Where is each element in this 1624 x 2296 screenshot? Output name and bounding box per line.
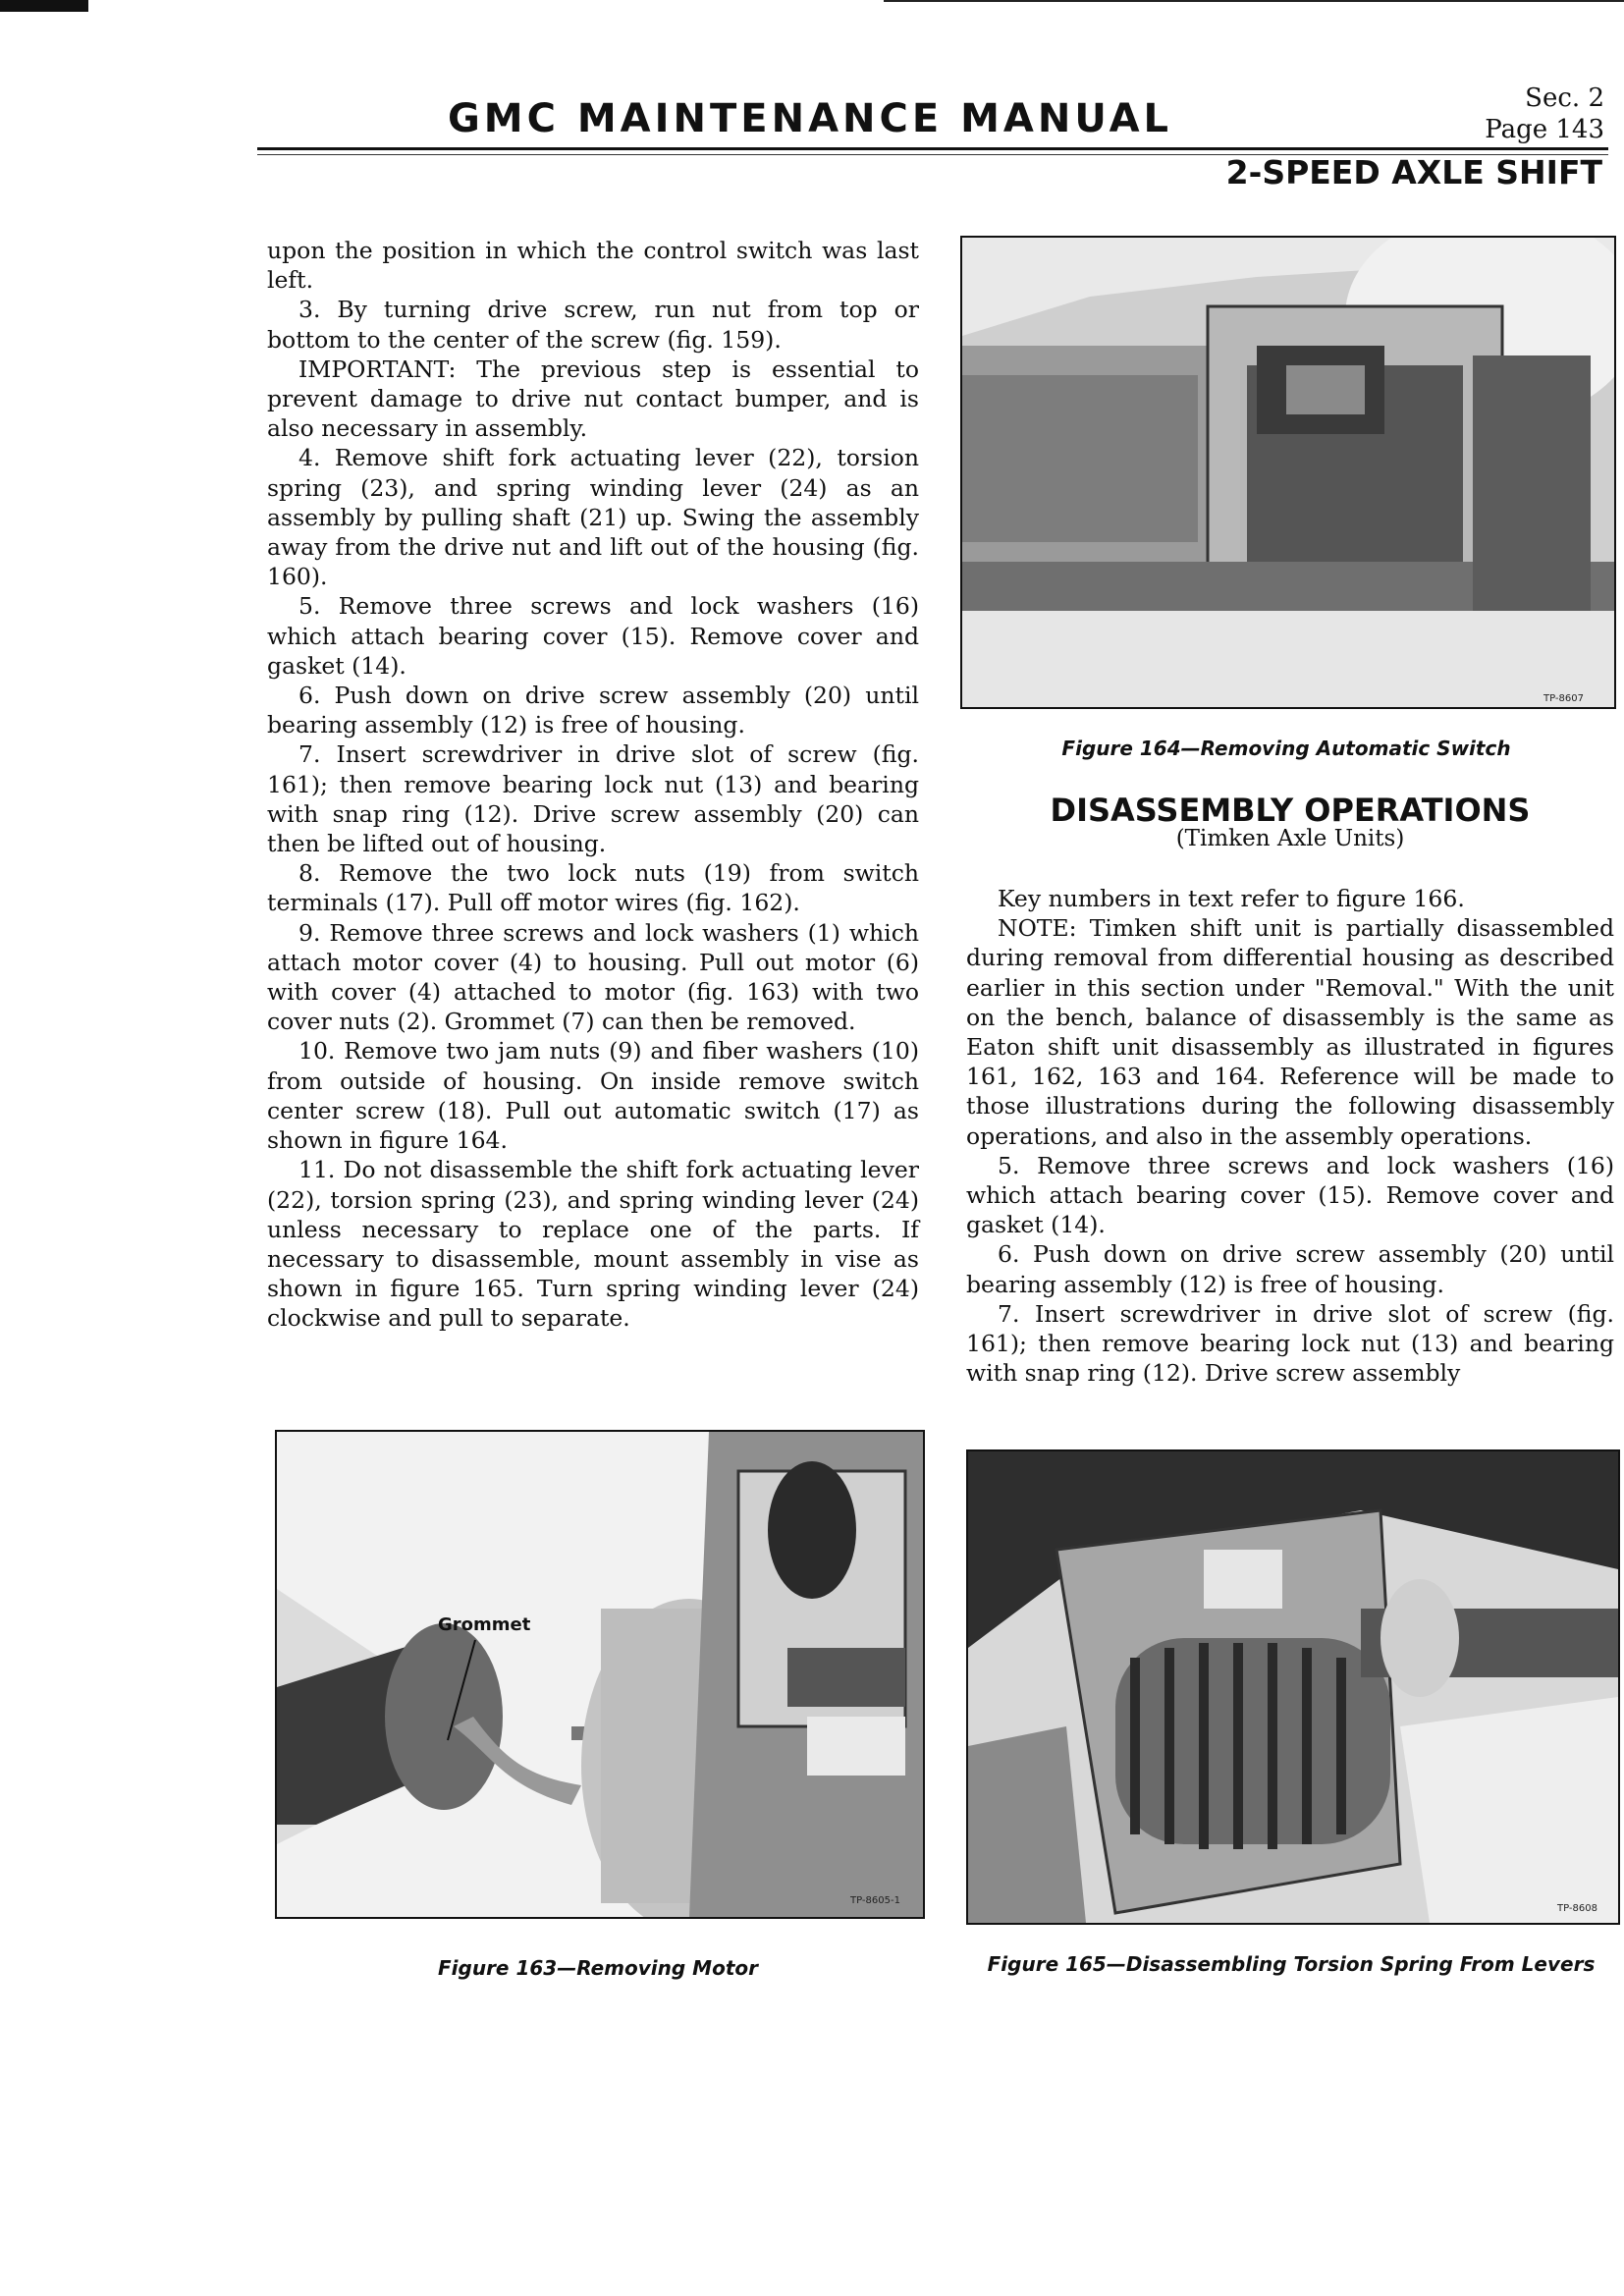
figure-163-caption: Figure 163—Removing Motor	[438, 1956, 758, 1980]
paragraph: 9. Remove three screws and lock washers (1) which attach motor cover (4) to housing. Pull out motor (6) with cover (4) attached to motor (fig. 163) with two cover nuts (2). Grommet (7) can then be removed.	[267, 918, 919, 1036]
paragraph: IMPORTANT: The previous step is essential to prevent damage to drive nut contact bumper, and is also necessary in assembly.	[267, 355, 919, 443]
corner-scan-mark	[0, 0, 88, 12]
paragraph: 7. Insert screwdriver in drive slot of screw (fig. 161); then remove bearing lock nut (13) and bearing with snap ring (12). Drive screw assembly	[966, 1299, 1614, 1388]
section-number: Sec. 2	[1525, 83, 1604, 113]
paragraph: 5. Remove three screws and lock washers (16) which attach bearing cover (15). Remove cover and gasket (14).	[966, 1151, 1614, 1239]
paragraph: 10. Remove two jam nuts (9) and fiber washers (10) from outside of housing. On inside remove switch center screw (18). Pull out automatic switch (17) as shown in figure 164.	[267, 1037, 919, 1155]
section-title: 2-SPEED AXLE SHIFT	[1225, 153, 1602, 191]
figure-163-photo	[275, 1430, 925, 1919]
paragraph: 4. Remove shift fork actuating lever (22), torsion spring (23), and spring winding lever (24) as an assembly by pulling shaft (21) up. Swing the assembly away from the drive nut and lift out of the housing (fig. 160).	[267, 444, 919, 591]
paragraph: 11. Do not disassemble the shift fork actuating lever (22), torsion spring (23), and spring winding lever (24) unless necessary to replace one of the parts. If necessary to disassemble, mount assembly in vise as shown in figure 165. Turn spring winding lever (24) clockwise and pull to separate.	[267, 1156, 919, 1333]
right-column	[966, 884, 1614, 1388]
figure-163-tp-number: TP-8605-1	[850, 1895, 900, 1906]
figure-165-caption: Figure 165—Disassembling Torsion Spring From Levers	[987, 1952, 1596, 1976]
figure-165-tp-number: TP-8608	[1557, 1903, 1597, 1914]
figure-164-photo	[960, 236, 1616, 709]
paragraph: NOTE: Timken shift unit is partially disassembled during removal from differential housing as described earlier in this section under "Removal." With the unit on the bench, balance of disassembly is the same as Eaton shift unit disassembly as illustrated in figures 161, 162, 163 and 164. Reference will be made to those illustrations during the following disassembly operations, and also in the assembly operations.	[966, 914, 1614, 1150]
section-page-block	[1485, 82, 1604, 145]
header-rule-thick	[257, 147, 1608, 150]
figure-163-grommet-callout: Grommet	[438, 1614, 531, 1635]
figure-164-caption: Figure 164—Removing Automatic Switch	[1061, 737, 1511, 760]
left-column	[267, 236, 919, 1334]
page-number: Page 143	[1485, 115, 1604, 144]
top-edge-rule	[884, 0, 1624, 2]
paragraph: upon the position in which the control switch was last left.	[267, 237, 919, 295]
figure-164-tp-number: TP-8607	[1543, 693, 1584, 704]
paragraph: 6. Push down on drive screw assembly (20) until bearing assembly (12) is free of housing.	[966, 1240, 1614, 1298]
disassembly-subheading: (Timken Axle Units)	[1175, 826, 1405, 851]
paragraph: 7. Insert screwdriver in drive slot of screw (fig. 161); then remove bearing lock nut (13) and bearing with snap ring (12). Drive screw assembly (20) can then be lifted out of housing.	[267, 740, 919, 858]
paragraph: 6. Push down on drive screw assembly (20) until bearing assembly (12) is free of housing.	[267, 682, 919, 739]
disassembly-heading: DISASSEMBLY OPERATIONS	[1050, 792, 1531, 829]
manual-title: GMC MAINTENANCE MANUAL	[447, 96, 1173, 141]
paragraph: Key numbers in text refer to figure 166.	[998, 885, 1465, 912]
figure-165-photo	[966, 1449, 1620, 1925]
paragraph: 5. Remove three screws and lock washers (16) which attach bearing cover (15). Remove cover and gasket (14).	[267, 592, 919, 680]
grommet-leader-line	[432, 1638, 491, 1746]
paragraph: 3. By turning drive screw, run nut from top or bottom to the center of the screw (fig. 159).	[267, 296, 919, 354]
paragraph: 8. Remove the two lock nuts (19) from switch terminals (17). Pull off motor wires (fig. 162).	[267, 859, 919, 917]
